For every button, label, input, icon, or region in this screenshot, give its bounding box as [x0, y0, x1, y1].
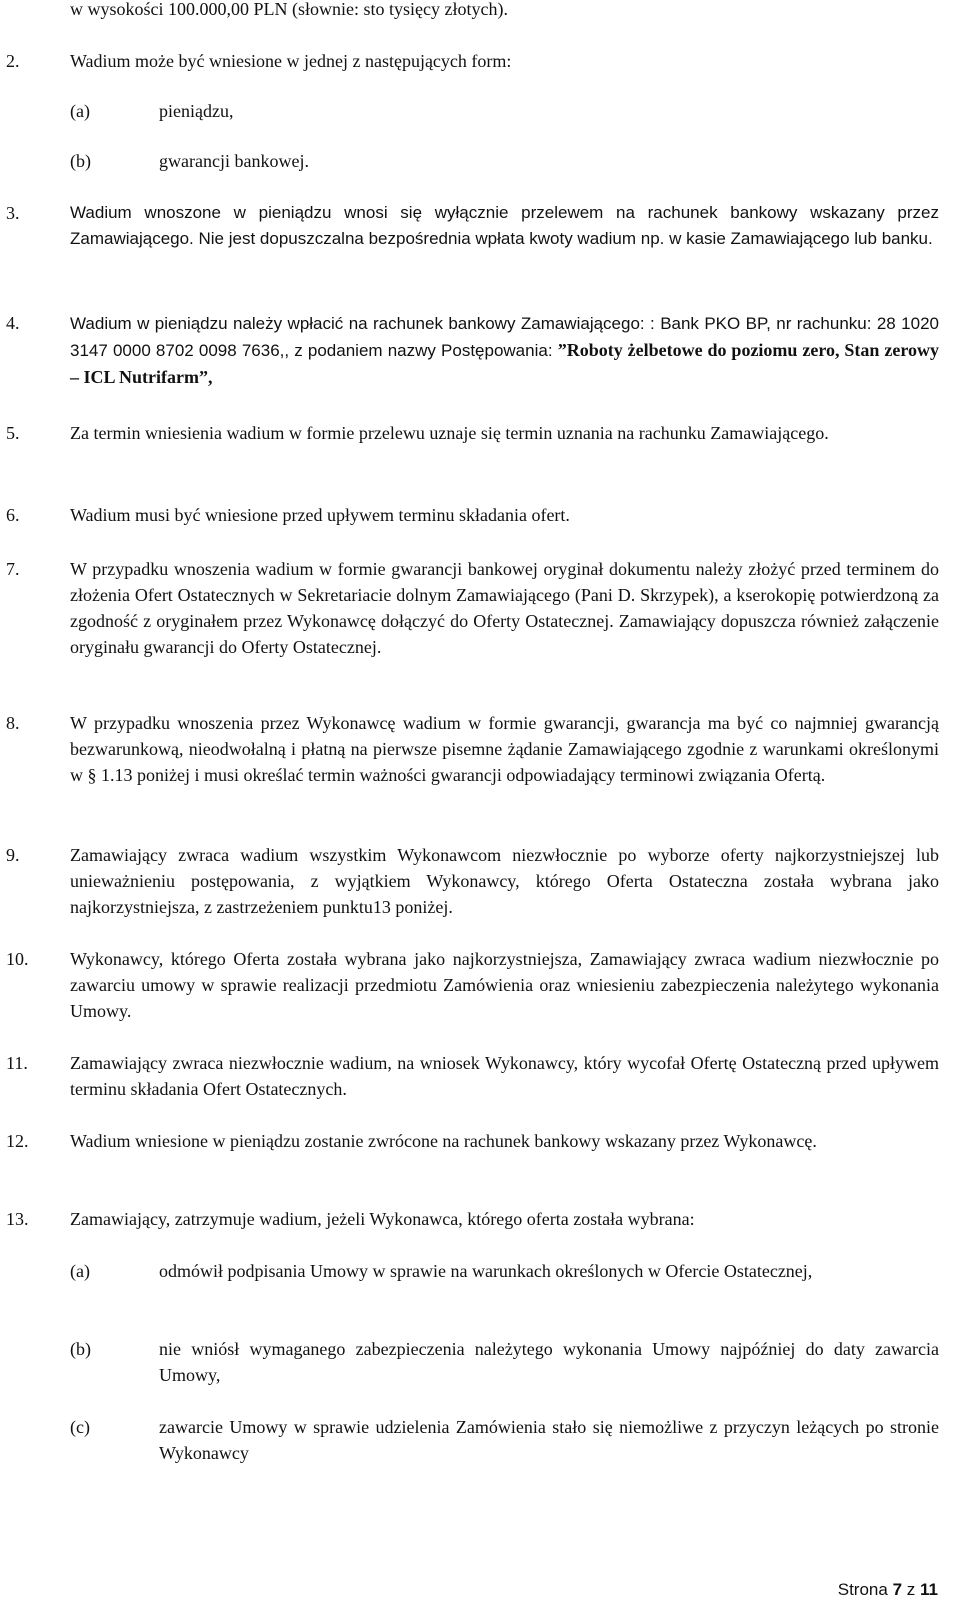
paragraph-number: 9.	[6, 845, 20, 865]
paragraph-number: 8.	[6, 713, 20, 733]
paragraph-number: 6.	[6, 505, 20, 525]
retention-case-b	[70, 1336, 939, 1388]
project-name: ”Roboty żelbetowe do poziomu zero, Stan zerowy – ICL Nutrifarm”,	[70, 340, 939, 387]
form-option-b	[70, 148, 939, 174]
footer-prefix: Strona	[837, 1580, 888, 1599]
paragraph-7	[6, 556, 939, 660]
option-text: gwarancji bankowej.	[159, 151, 309, 171]
paragraph-number: 13.	[6, 1209, 29, 1229]
paragraph-text: Zamawiający, zatrzymuje wadium, jeżeli Wykonawca, którego oferta została wybrana:	[70, 1209, 695, 1229]
paragraph-10	[6, 946, 939, 1024]
paragraph-text: Za termin wniesienia wadium w formie przelewu uznaje się termin uznania na rachunku Zamawiającego.	[70, 423, 829, 443]
paragraph-13	[6, 1206, 939, 1232]
paragraph-12	[6, 1128, 939, 1154]
paragraph-text: Zamawiający zwraca wadium wszystkim Wykonawcom niezwłocznie po wyborze oferty najkorzystniejszej lub unieważnieniu postępowania, z wyjątkiem Wykonawcy, którego Oferta Ostateczna została wybrana jako najkorzystniejsza, z zastrzeżeniem punktu13 poniżej.	[70, 845, 939, 917]
paragraph-text: W przypadku wnoszenia przez Wykonawcę wadium w formie gwarancji, gwarancja ma być co najmniej gwarancją bezwarunkową, nieodwołalną i płatną na pierwsze pisemne żądanie Zamawiającego zgodnie z warunkami określonymi w § 1.13 poniżej i musi określać termin ważności gwarancji odpowiadający terminowi związania Ofertą.	[70, 713, 939, 785]
paragraph-8	[6, 710, 939, 788]
paragraph-text: Wadium musi być wniesione przed upływem terminu składania ofert.	[70, 505, 570, 525]
form-option-a	[70, 98, 939, 124]
paragraph-3	[6, 200, 939, 252]
case-text: zawarcie Umowy w sprawie udzielenia Zamówienia stało się niemożliwe z przyczyn leżących po stronie Wykonawcy	[159, 1417, 939, 1463]
option-label: (b)	[70, 151, 91, 171]
paragraph-text: Wykonawcy, którego Oferta została wybrana jako najkorzystniejsza, Zamawiający zwraca wadium niezwłocznie po zawarciu umowy w sprawie realizacji przedmiotu Zamówienia oraz wniesieniu zabezpieczenia należytego wykonania Umowy.	[70, 949, 939, 1021]
intro-line: w wysokości 100.000,00 PLN (słownie: sto tysięcy złotych).	[70, 0, 508, 19]
case-text: odmówił podpisania Umowy w sprawie na warunkach określonych w Ofercie Ostatecznej,	[159, 1261, 813, 1281]
paragraph-number: 4.	[6, 313, 20, 333]
paragraph-text: Wadium może być wniesione w jednej z następujących form:	[70, 51, 512, 71]
paragraph-number: 2.	[6, 51, 20, 71]
paragraph-text: W przypadku wnoszenia wadium w formie gwarancji bankowej oryginał dokumentu należy złożyć przed terminem do złożenia Ofert Ostatecznych w Sekretariacie dolnym Zamawiającego (Pani D. Skrzypek), a kserokopię potwierdzoną za zgodność z oryginałem przez Wykonawcę dołączyć do Oferty Ostatecznej. Zamawiający dopuszcza również załączenie oryginału gwarancji do Oferty Ostatecznej.	[70, 559, 939, 657]
current-page-number: 7	[892, 1580, 903, 1599]
retention-case-c	[70, 1414, 939, 1466]
paragraph-number: 10.	[6, 949, 29, 969]
total-pages-number: 11	[920, 1580, 938, 1599]
paragraph-4	[6, 310, 939, 390]
paragraph-6	[6, 502, 939, 528]
paragraph-text: Wadium wnoszone w pieniądzu wnosi się wyłącznie przelewem na rachunek bankowy wskazany przez Zamawiającego. Nie jest dopuszczalna bezpośrednia wpłata kwoty wadium np. w kasie Zamawiającego lub banku.	[70, 203, 939, 248]
paragraph-5	[6, 420, 939, 446]
case-text: nie wniósł wymaganego zabezpieczenia należytego wykonania Umowy najpóźniej do daty zawarcia Umowy,	[159, 1339, 939, 1385]
case-label: (c)	[70, 1417, 90, 1437]
paragraph-text: Wadium w pieniądzu należy wpłacić na rachunek bankowy Zamawiającego: : Bank PKO BP, nr rachunku: 28 1020 3147 0000 8702 0098 7636,, z podaniem nazwy Postępowania: ”Roboty żelbetowe do poziomu zero, Stan zerowy – ICL Nutrifarm”,	[70, 314, 939, 387]
case-label: (a)	[70, 1261, 90, 1281]
paragraph-number: 3.	[6, 203, 20, 223]
paragraph-text: Wadium wniesione w pieniądzu zostanie zwrócone na rachunek bankowy wskazany przez Wykonawcę.	[70, 1131, 817, 1151]
paragraph-number: 7.	[6, 559, 20, 579]
paragraph-9	[6, 842, 939, 920]
paragraph-number: 5.	[6, 423, 20, 443]
retention-case-a	[70, 1258, 939, 1284]
paragraph-number: 12.	[6, 1131, 29, 1151]
paragraph-2	[6, 48, 939, 74]
paragraph-text: Zamawiający zwraca niezwłocznie wadium, na wniosek Wykonawcy, który wycofał Ofertę Ostateczną przed upływem terminu składania Ofert Ostatecznych.	[70, 1053, 939, 1099]
paragraph-11	[6, 1050, 939, 1102]
paragraph-number: 11.	[6, 1053, 28, 1073]
option-text: pieniądzu,	[159, 101, 234, 121]
footer-separator: z	[906, 1580, 916, 1599]
page-footer	[838, 1580, 938, 1600]
case-label: (b)	[70, 1339, 91, 1359]
option-label: (a)	[70, 101, 90, 121]
